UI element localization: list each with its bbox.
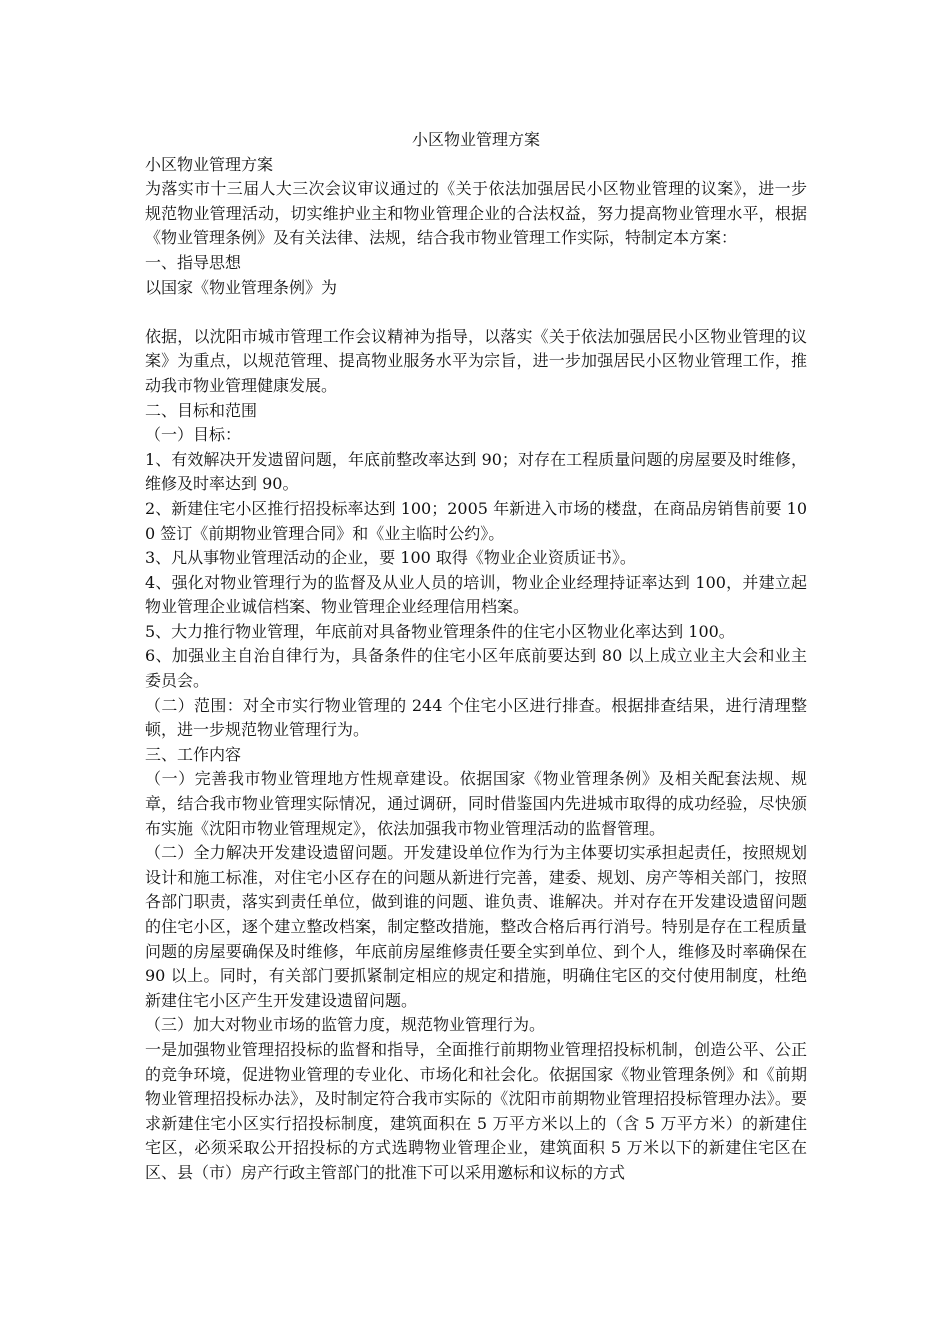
document-title: 小区物业管理方案 [411,130,540,149]
goal-item-5: 5、大力推行物业管理，年底前对具备物业管理条件的住宅小区物业化率达到 100。 [145,621,735,641]
goal-item-4: 4、强化对物业管理行为的监督及从业人员的培训，物业企业经理持证率达到 100，并建立起物业管理企业诚信档案、物业管理企业经理信用档案。 [145,572,807,617]
heading-guiding-ideology: 一、指导思想 [145,252,242,272]
paragraph-basis: 依据，以沈阳市城市管理工作会议精神为指导，以落实《关于依法加强居民小区物业管理的议案》为重点，以规范管理、提高物业服务水平为宗旨，进一步加强居民小区物业管理工作，推动我市物业管理健康发展。 [145,326,807,395]
document-page [145,128,807,1186]
paragraph-intro: 为落实市十三届人大三次会议审议通过的《关于依法加强居民小区物业管理的议案》，进一步规范物业管理活动，切实维护业主和物业管理企业的合法权益，努力提高物业管理水平，根据《物业管理条例》及有关法律、法规，结合我市物业管理工作实际，特制定本方案： [145,179,807,248]
goal-item-2: 2、新建住宅小区推行招投标率达到 100；2005 年新进入市场的楼盘，在商品房销售前要 100 签订《前期物业管理合同》和《业主临时公约》。 [145,498,807,543]
paragraph-basis-fragment: 以国家《物业管理条例》为 [145,277,338,297]
goal-item-3: 3、凡从事物业管理活动的企业，要 100 取得《物业企业资质证书》。 [145,548,636,568]
heading-work-content: 三、工作内容 [145,744,242,764]
paragraph-bidding: 一是加强物业管理招投标的监督和指导，全面推行前期物业管理招投标机制，创造公平、公正的竞争环境，促进物业管理的专业化、市场化和社会化。依据国家《物业管理条例》和《前期物业管理招投标办法》，及时制定符合我市实际的《沈阳市前期物业管理招投标管理办法》。要求新建住宅小区实行招投标制度，建筑面积在 5 万平方米以上的（含 5 万平方米）的新建住宅区，必须采取公开招投标的方式选聘物业管理企业，建筑面积 5 万米以下的新建住宅区在区、县（市）房产行政主管部门的批准下可以采用邀标和议标的方式 [145,1039,807,1182]
work-item-3: （三）加大对物业市场的监管力度，规范物业管理行为。 [145,1015,546,1035]
subheading-goals: （一）目标： [145,425,242,445]
heading-goals-scope: 二、目标和范围 [145,400,258,420]
work-item-1: （一）完善我市物业管理地方性规章建设。依据国家《物业管理条例》及相关配套法规、规章，结合我市物业管理实际情况，通过调研，同时借鉴国内先进城市取得的成功经验，尽快颁布实施《沈阳市物业管理规定》，依法加强我市物业管理活动的监督管理。 [145,769,807,838]
goal-item-6: 6、加强业主自治自律行为，具备条件的住宅小区年底前要达到 80 以上成立业主大会和业主委员会。 [145,646,807,691]
blank-line [145,300,807,325]
paragraph-subtitle: 小区物业管理方案 [145,154,274,174]
paragraph-scope: （二）范围：对全市实行物业管理的 244 个住宅小区进行排查。根据排查结果，进行清理整顿，进一步规范物业管理行为。 [145,695,807,740]
goal-item-1: 1、有效解决开发遗留问题，年底前整改率达到 90；对存在工程质量问题的房屋要及时维修，维修及时率达到 90。 [145,449,807,494]
work-item-2: （二）全力解决开发建设遗留问题。开发建设单位作为行为主体要切实承担起责任，按照规划设计和施工标准，对住宅小区存在的问题从新进行完善，建委、规划、房产等相关部门，按照各部门职责，落实到责任单位，做到谁的问题、谁负责、谁解决。并对存在开发建设遗留问题的住宅小区，逐个建立整改档案，制定整改措施，整改合格后再行消号。特别是存在工程质量问题的房屋要确保及时维修，年底前房屋维修责任要全实到单位、到个人，维修及时率确保在 90 以上。同时，有关部门要抓紧制定相应的规定和措施，明确住宅区的交付使用制度，杜绝新建住宅小区产生开发建设遗留问题。 [145,843,807,1010]
